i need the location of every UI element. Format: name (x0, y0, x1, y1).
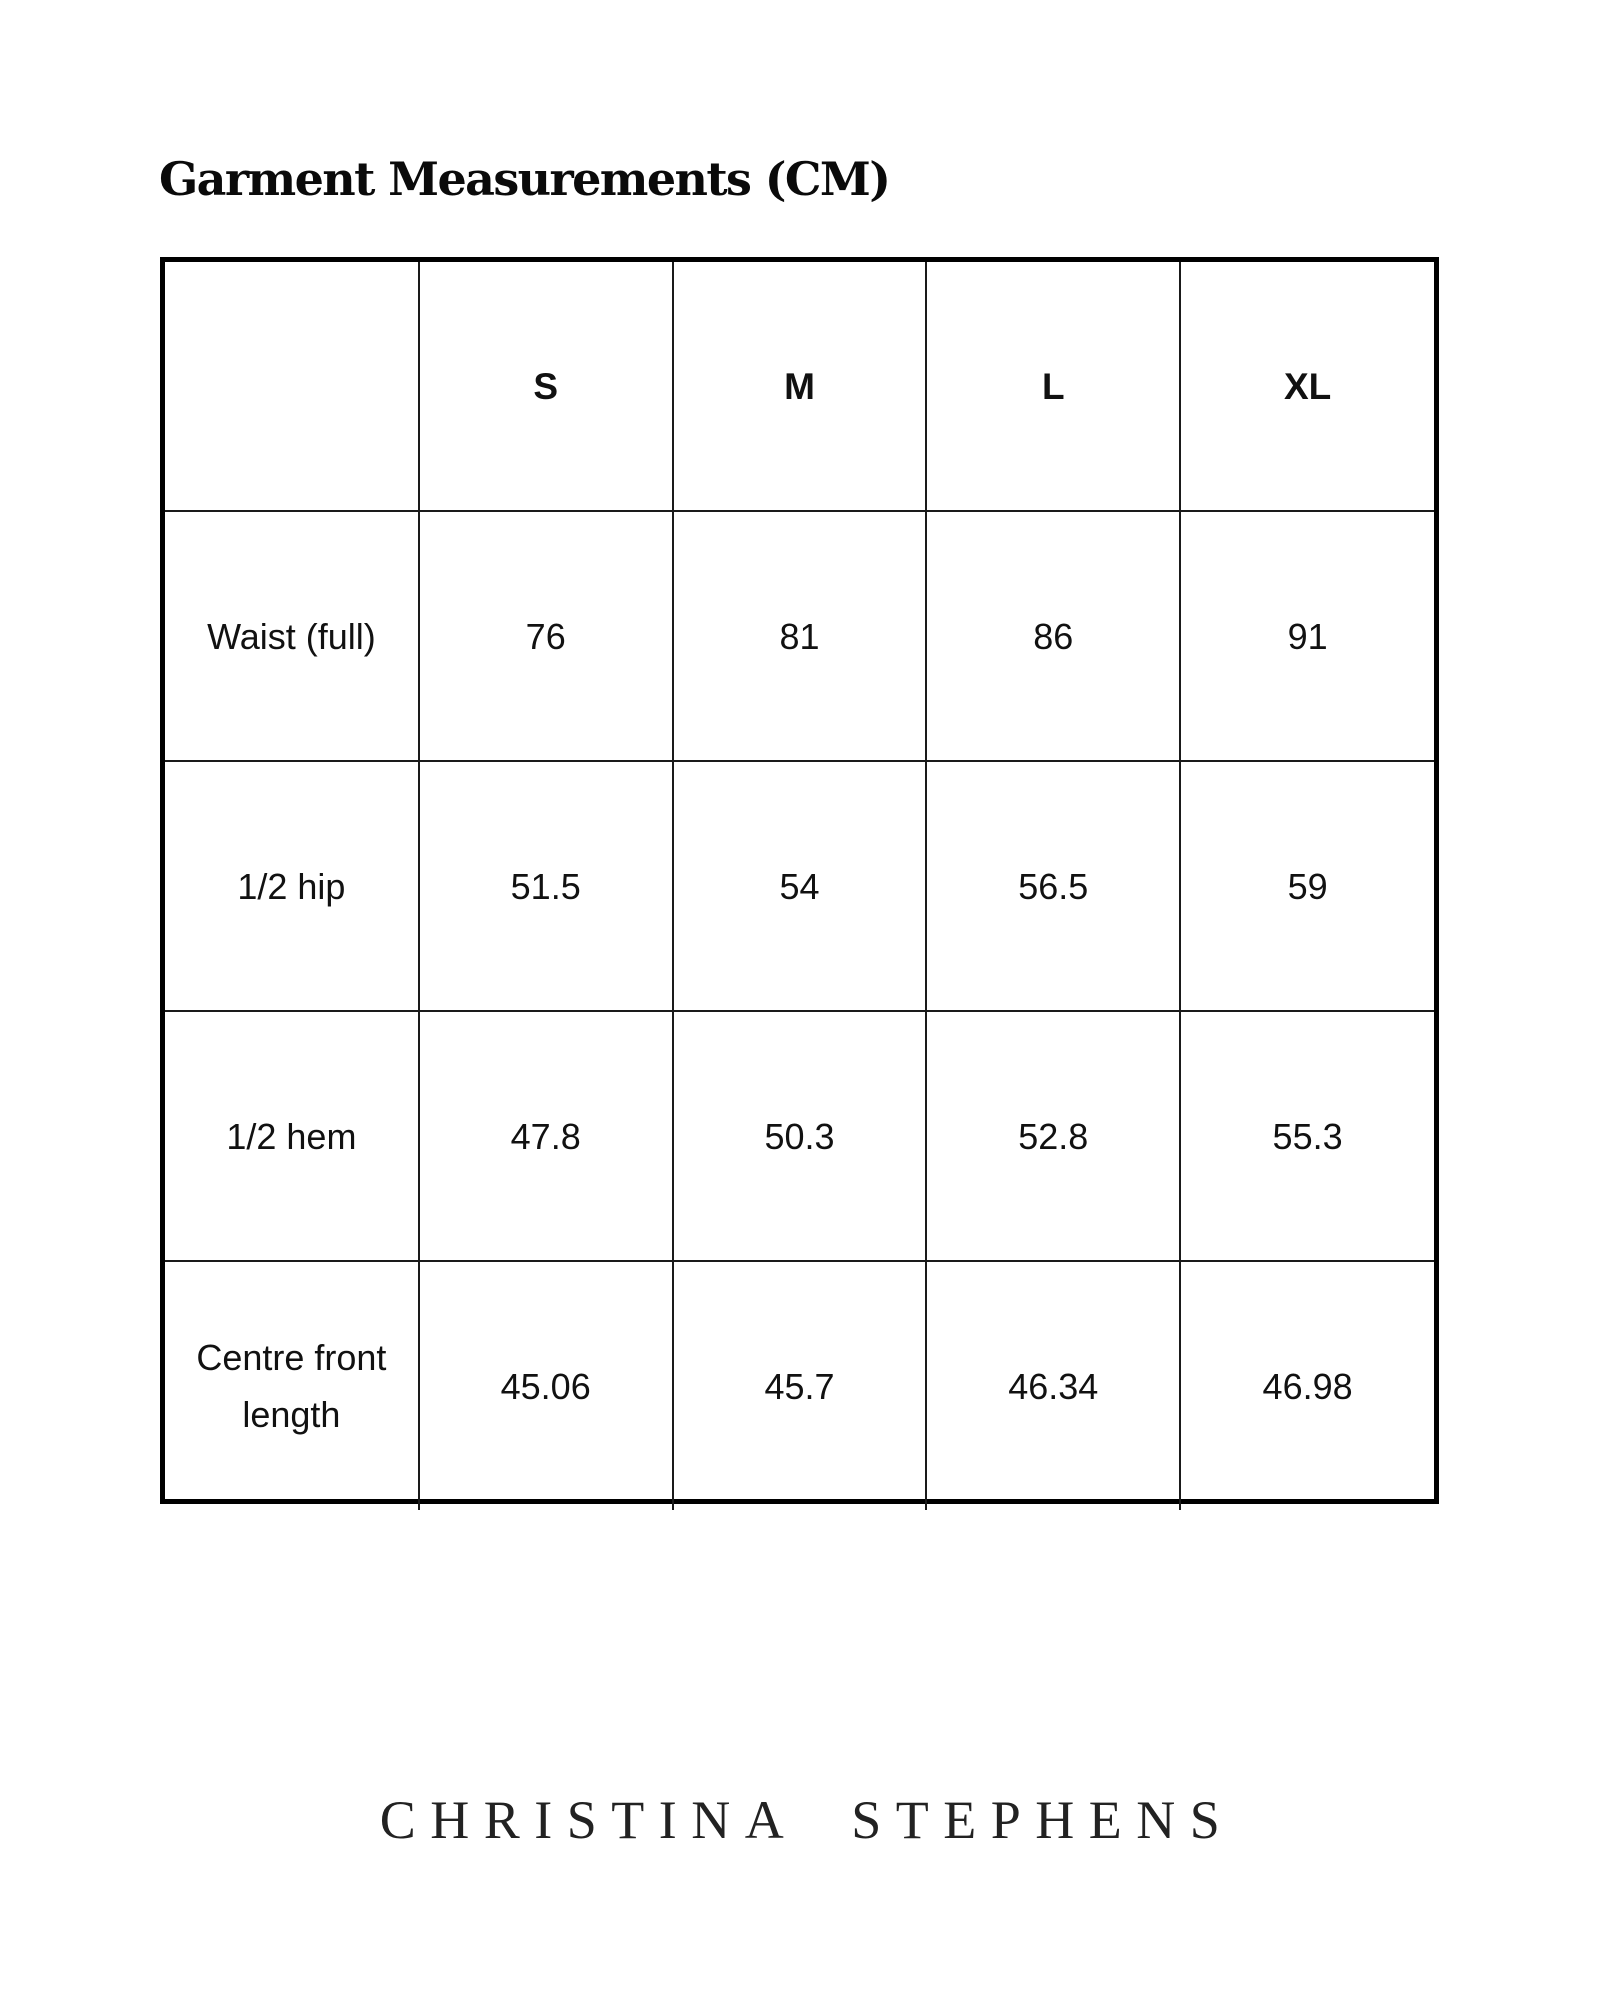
page-title: Garment Measurements (CM) (159, 152, 890, 206)
column-header-m: M (673, 262, 927, 511)
cell-value: 46.98 (1180, 1261, 1434, 1510)
row-label-waist: Waist (full) (165, 511, 419, 761)
corner-cell (165, 262, 419, 511)
measurements-table-frame (160, 257, 1439, 1504)
cell-value: 91 (1180, 511, 1434, 761)
table-row (165, 761, 1434, 1011)
measurements-table (165, 262, 1434, 1510)
column-header-l: L (926, 262, 1180, 511)
cell-value: 54 (673, 761, 927, 1011)
brand-logo-wordmark: CHRISTINA STEPHENS (379, 1790, 1235, 1850)
cell-value: 46.34 (926, 1261, 1180, 1510)
row-label-centre-front-length: Centre front length (165, 1261, 419, 1510)
cell-value: 56.5 (926, 761, 1180, 1011)
table-row (165, 511, 1434, 761)
cell-value: 45.06 (419, 1261, 673, 1510)
cell-value: 52.8 (926, 1011, 1180, 1261)
cell-value: 45.7 (673, 1261, 927, 1510)
cell-value: 50.3 (673, 1011, 927, 1261)
cell-value: 81 (673, 511, 927, 761)
column-header-s: S (419, 262, 673, 511)
table-row (165, 1261, 1434, 1510)
table-header-row (165, 262, 1434, 511)
table-row (165, 1011, 1434, 1261)
cell-value: 76 (419, 511, 673, 761)
cell-value: 59 (1180, 761, 1434, 1011)
column-header-xl: XL (1180, 262, 1434, 511)
cell-value: 51.5 (419, 761, 673, 1011)
cell-value: 86 (926, 511, 1180, 761)
row-label-hem: 1/2 hem (165, 1011, 419, 1261)
cell-value: 47.8 (419, 1011, 673, 1261)
row-label-hip: 1/2 hip (165, 761, 419, 1011)
cell-value: 55.3 (1180, 1011, 1434, 1261)
